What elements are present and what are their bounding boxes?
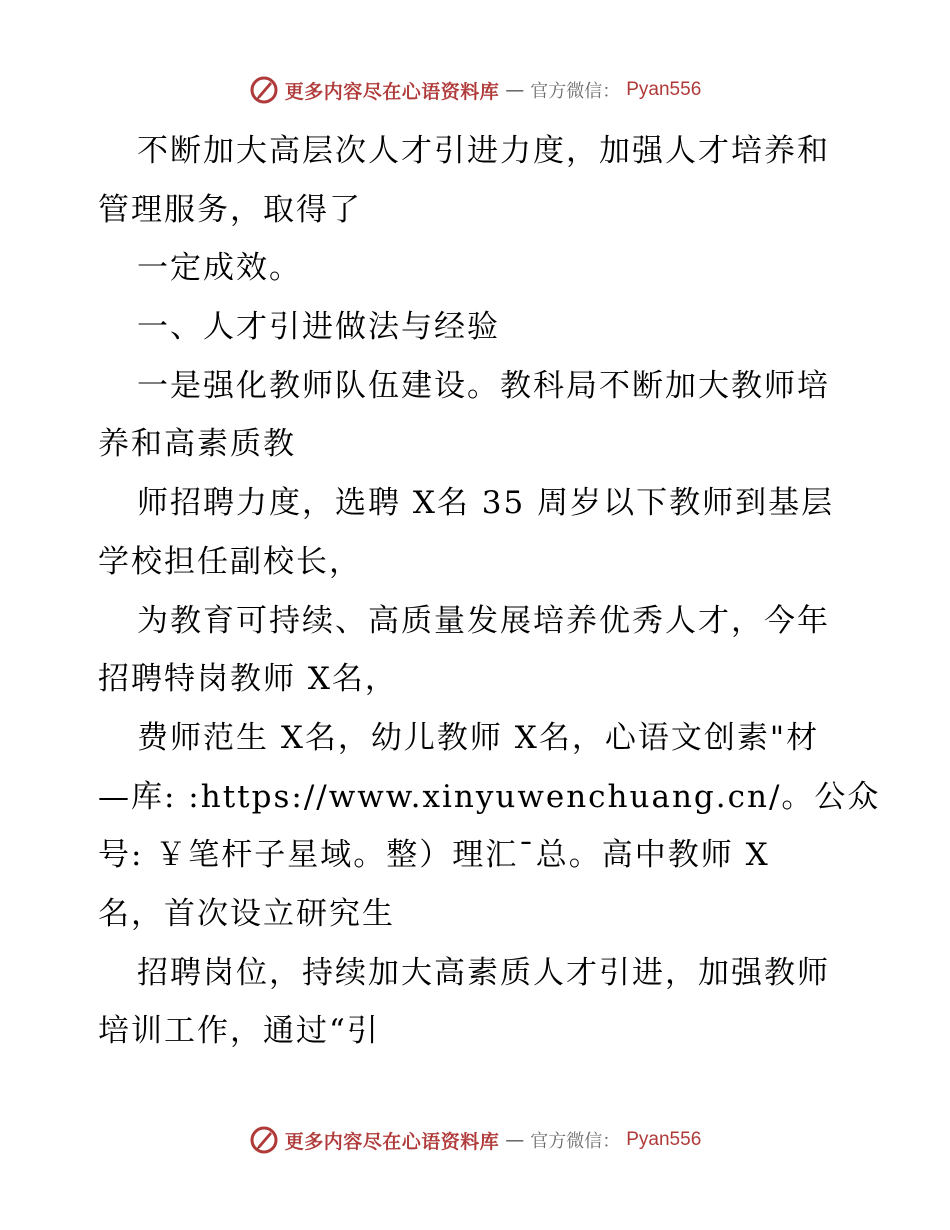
banner-wechat-label: 官方微信：	[530, 1131, 621, 1152]
text-line: 招聘岗位，持续加大高素质人才引进，加强教师	[137, 954, 830, 991]
text-line: 师招聘力度，选聘 X名 35 周岁以下教师到基层	[137, 485, 835, 522]
text-line: 学校担任副校长，	[98, 543, 362, 580]
text-line: 为教育可持续、高质量发展培养优秀人才，今年	[137, 602, 830, 639]
text-line: 一定成效。	[137, 250, 302, 287]
banner-wechat-label: 官方微信：	[530, 81, 621, 102]
text-line: —库: :https://www.xinyuwenchuang.cn/。公众	[98, 778, 881, 815]
text-line: 费师范生 X名，幼儿教师 X名，心语文创素"材	[137, 719, 820, 756]
banner-slogan: 更多内容尽在心语资料库	[284, 80, 500, 103]
banner-dash: —	[505, 79, 525, 101]
text-line: 招聘特岗教师 X名，	[98, 661, 398, 698]
text-line: 养和高素质教	[98, 426, 296, 463]
text-line: 管理服务，取得了	[98, 191, 362, 228]
footer-banner	[0, 1120, 950, 1160]
text-line: 一是强化教师队伍建设。教科局不断加大教师培	[137, 367, 830, 404]
header-banner	[0, 70, 950, 110]
banner-slogan: 更多内容尽在心语资料库	[284, 1130, 500, 1153]
banner-wechat-id: Pyan556	[626, 79, 702, 100]
document-body	[98, 122, 881, 1061]
quill-pen-logo-icon	[249, 1125, 279, 1155]
section-heading: 一、人才引进做法与经验	[137, 309, 500, 346]
banner-wechat-id: Pyan556	[626, 1129, 702, 1150]
banner-dash: —	[505, 1129, 525, 1151]
text-line: 培训工作，通过“引	[98, 1013, 380, 1050]
text-line: 名，首次设立研究生	[98, 895, 395, 932]
text-line: 号: ￥笔杆子星域。整）理汇¯总。高中教师 X	[98, 837, 770, 874]
text-line: 不断加大高层次人才引进力度，加强人才培养和	[137, 133, 830, 169]
quill-pen-logo-icon	[249, 75, 279, 105]
